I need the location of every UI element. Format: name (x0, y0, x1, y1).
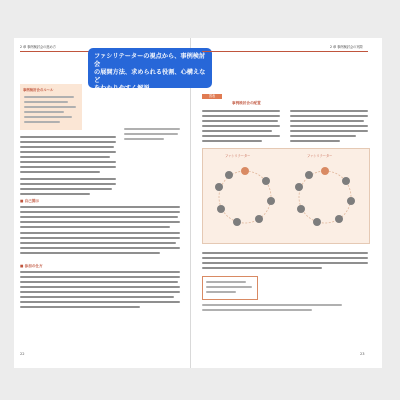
figure-caption-right: ファシリテーター (307, 154, 333, 158)
keypoint-title: 事例検討会のルール (23, 88, 54, 92)
left-page-number: 22 (20, 352, 25, 356)
seating-figure (202, 148, 370, 244)
left-seating-circle (215, 167, 275, 226)
section-heading-1: ■ 自己開示 (20, 199, 40, 203)
section-heading-2: ■ 参加の仕方 (20, 264, 43, 268)
figure-title: 事例検討会の配置 (232, 101, 261, 105)
left-running-head: 2 章 事例検討会の進め方 (20, 45, 56, 49)
right-seating-circle (295, 167, 355, 226)
right-running-head: 2 章 事例検討会の実際 (330, 45, 363, 49)
right-page-number: 23 (360, 352, 365, 356)
seating-diagram (203, 149, 369, 243)
keypoint-box (20, 84, 82, 130)
figure-caption-left: ファシリテーター (225, 154, 251, 158)
promo-callout: ファシリテーターの視点から、事例検討会 の展開方法、求められる役割、心構えなど をわかりやすく解説 (88, 48, 212, 88)
note-box (202, 276, 258, 300)
figure-tag: 図表 (202, 94, 222, 99)
right-head-rule (202, 51, 368, 52)
